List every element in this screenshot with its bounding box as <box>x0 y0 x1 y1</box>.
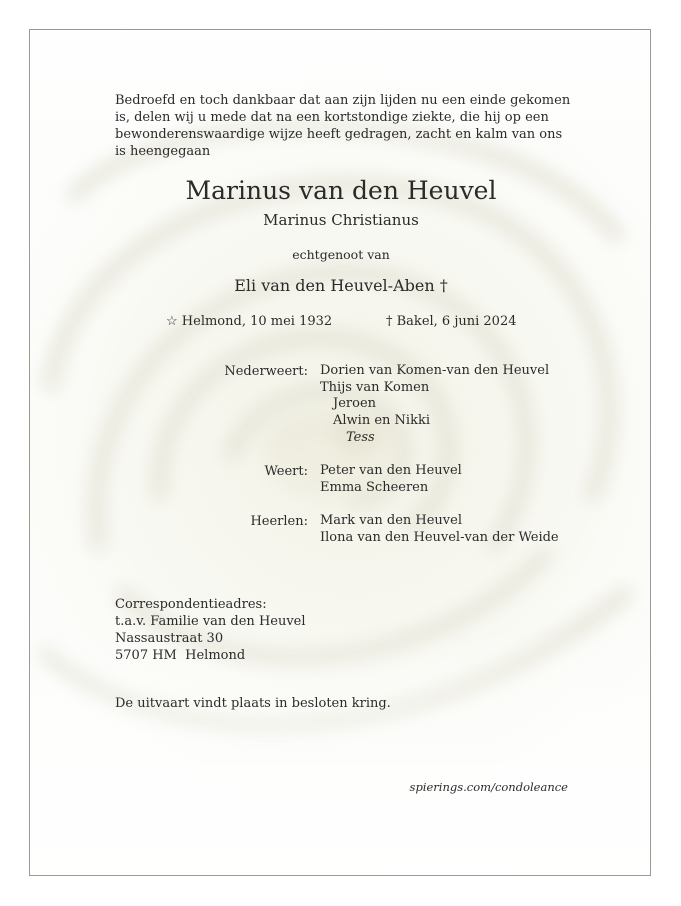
given-names: Marinus Christianus <box>263 211 419 229</box>
correspondence-address <box>115 596 306 664</box>
address-line: Nassaustraat 30 <box>115 631 224 646</box>
family-place-weert: Weert: <box>264 464 308 479</box>
condolence-link[interactable]: spierings.com/condoleance <box>409 780 568 794</box>
death-info: † Bakel, 6 juni 2024 <box>386 314 517 329</box>
grandchild: Jeroen <box>333 396 377 412</box>
deceased-name: Marinus van den Heuvel <box>185 176 497 205</box>
family-member: Mark van den Heuvel <box>320 513 463 528</box>
birth-info: ☆ Helmond, 10 mei 1932 <box>166 314 333 329</box>
grandchild: Alwin en Nikki <box>333 413 430 429</box>
family-member: Peter van den Heuvel <box>320 463 462 478</box>
funeral-notice: De uitvaart vindt plaats in besloten kring. <box>115 696 391 711</box>
spouse-label: echtgenoot van <box>292 247 390 262</box>
family-member: Thijs van Komen <box>320 379 430 395</box>
family-member: Ilona van den Heuvel-van der Weide <box>320 529 559 545</box>
address-label: Correspondentieadres: <box>115 597 267 612</box>
intro-text: Bedroefd en toch dankbaar dat aan zijn lijden nu een einde gekomen is, delen wij u mede dat na een kortstondige ziekte, die hij op een bewonderenswaardige wijze heeft gedragen, zacht en kalm van ons is heengegaan <box>115 93 571 159</box>
address-line: 5707 HM Helmond <box>115 648 246 663</box>
obituary-card <box>29 29 651 876</box>
family-place-heerlen: Heerlen: <box>250 514 308 529</box>
address-line: t.a.v. Familie van den Heuvel <box>115 614 306 629</box>
family-member: Dorien van Komen-van den Heuvel <box>320 363 550 378</box>
family-names-nederweert <box>320 363 640 447</box>
great-grandchild: Tess <box>346 429 375 445</box>
family-member: Emma Scheeren <box>320 479 429 495</box>
family-names-heerlen <box>320 513 640 546</box>
spouse-name: Eli van den Heuvel-Aben † <box>234 276 448 295</box>
family-place-nederweert: Nederweert: <box>224 364 308 379</box>
family-names-weert <box>320 463 640 496</box>
